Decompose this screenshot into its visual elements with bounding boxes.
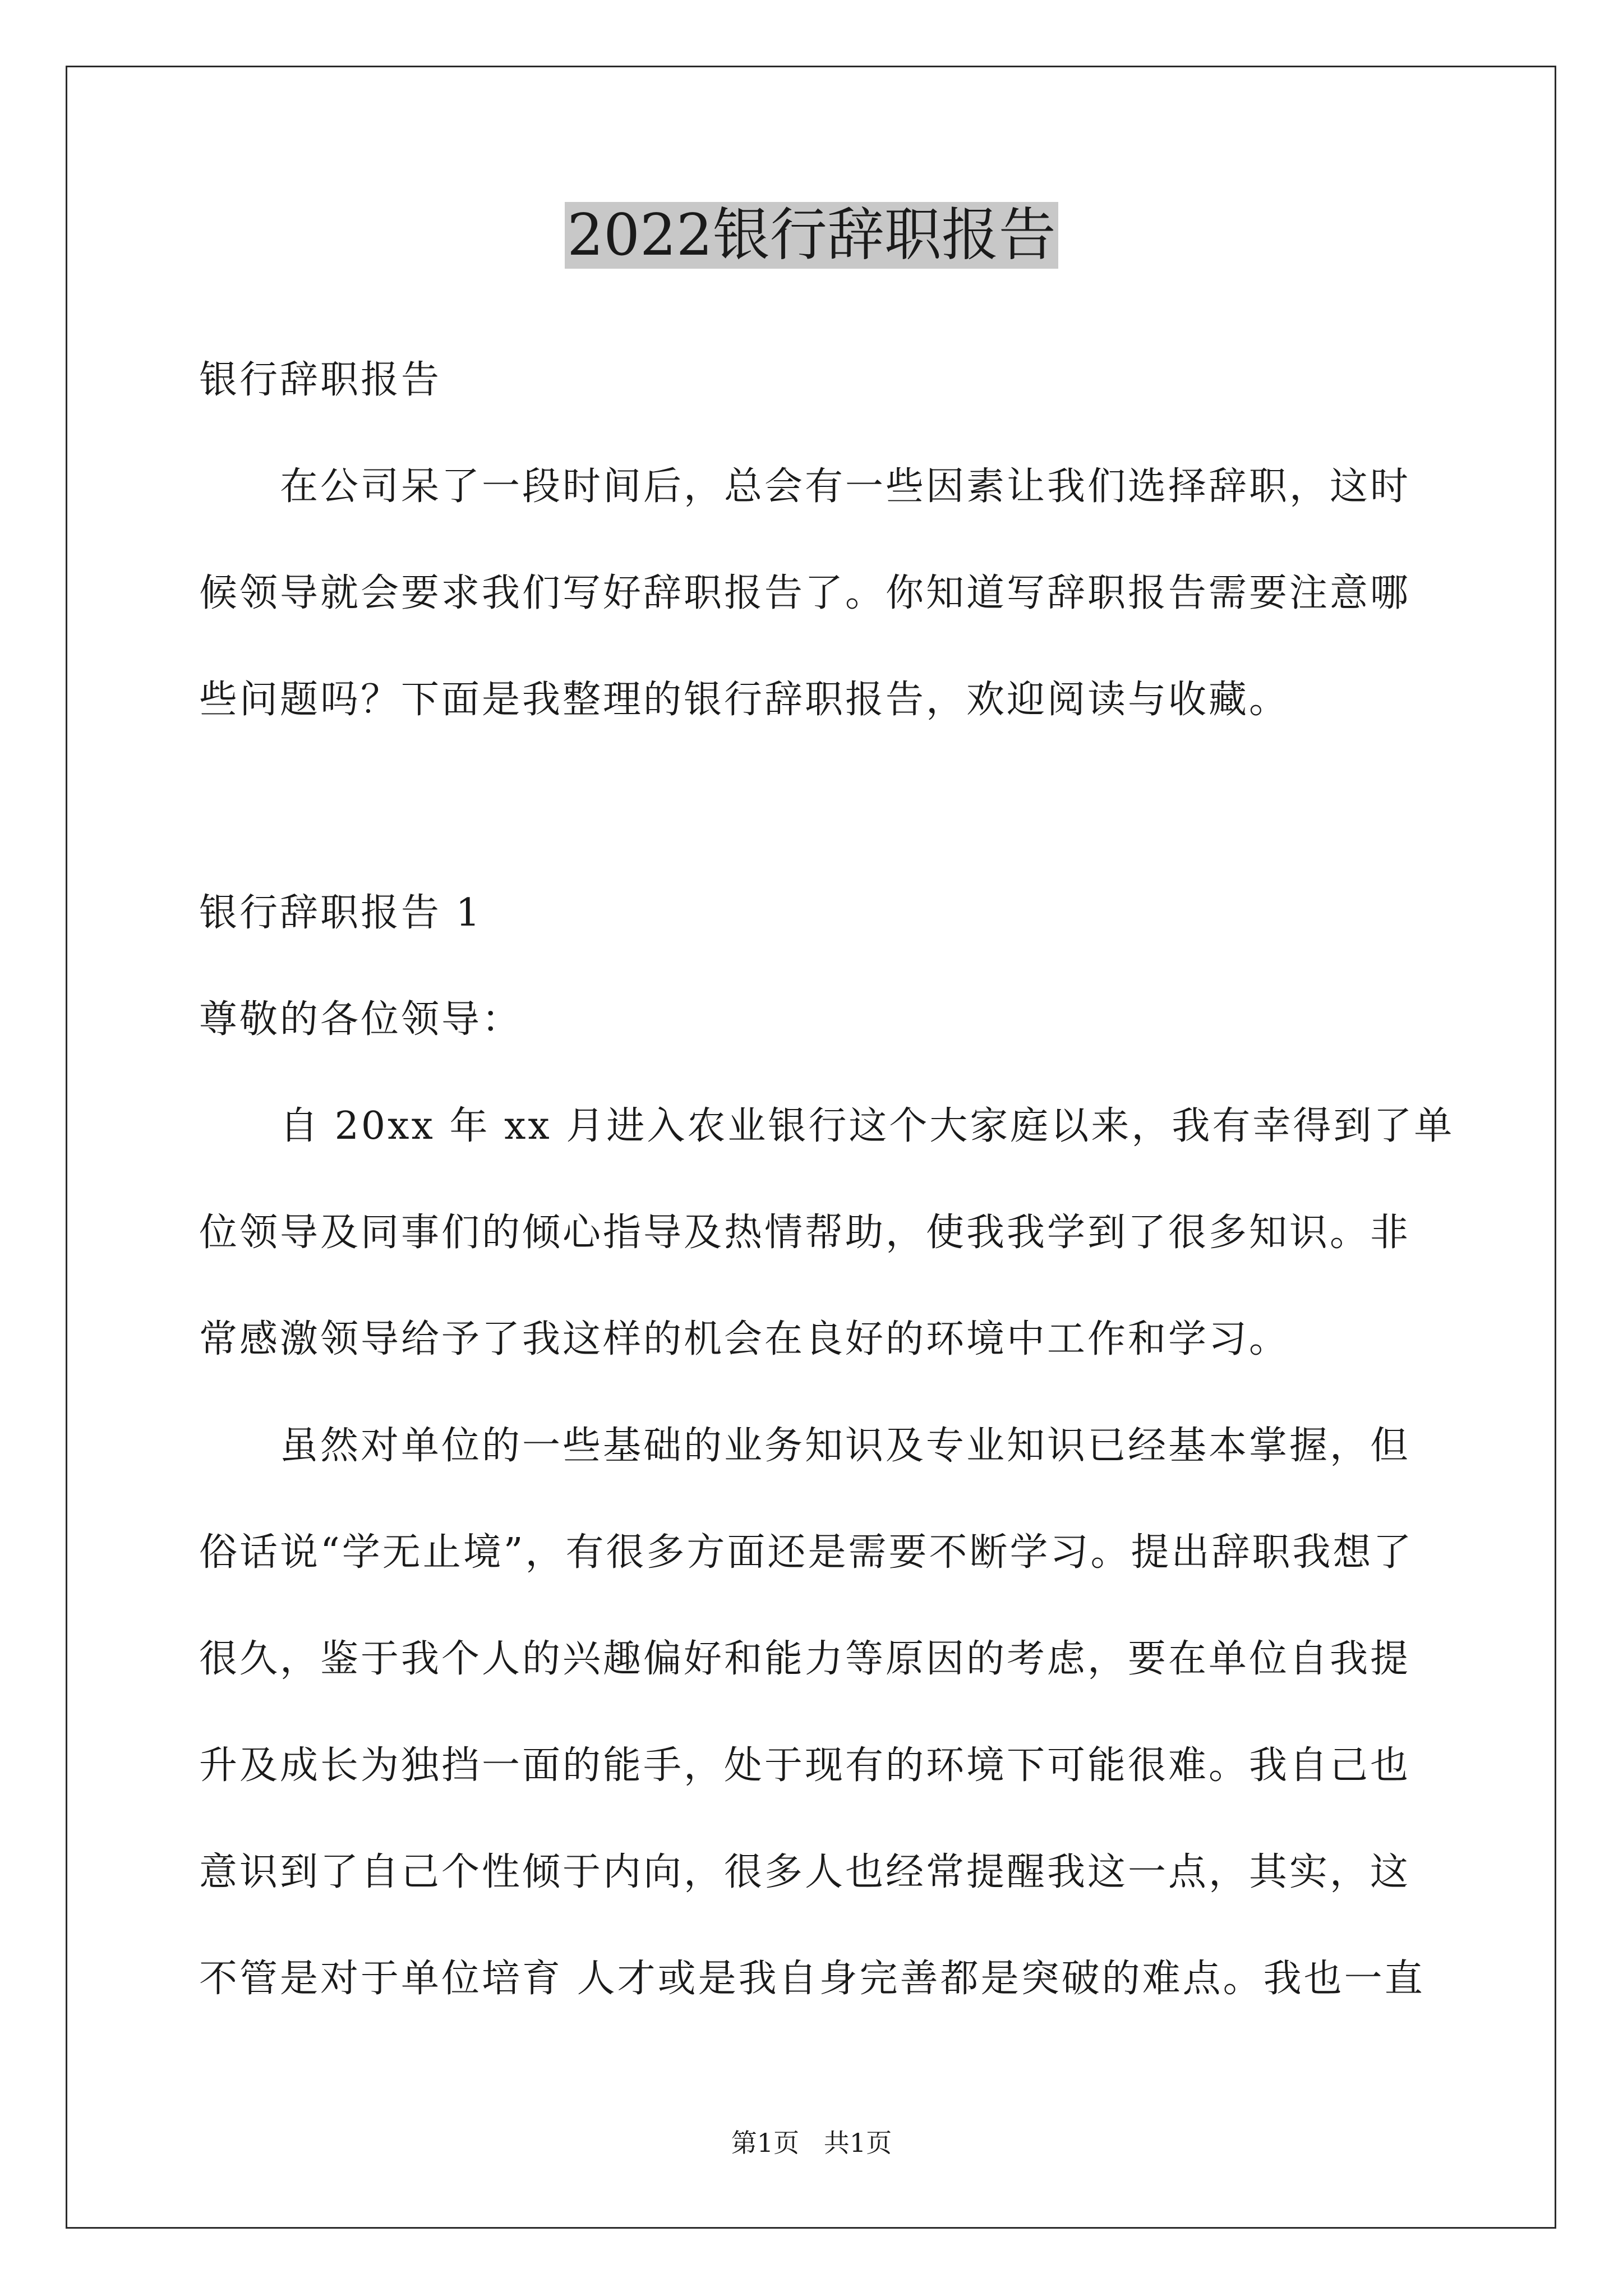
body-line-15: 不管是对于单位培育 人才或是我自身完善都是突破的难点。我也一直 [199, 1957, 1425, 2001]
blank-line [199, 773, 1433, 880]
body-line-4: 些问题吗？下面是我整理的银行辞职报告，欢迎阅读与收藏。 [199, 678, 1290, 722]
document-body [199, 347, 1455, 2052]
body-line-13: 升及成长为独挡一面的能手，处于现有的环境下可能很难。我自己也 [199, 1743, 1411, 1788]
body-line-12: 很久，鉴于我个人的兴趣偏好和能力等原因的考虑，要在单位自我提 [199, 1637, 1411, 1681]
body-line-10: 虽然对单位的一些基础的业务知识及专业知识已经基本掌握，但 [280, 1424, 1411, 1468]
body-line-9: 常感激领导给予了我这样的机会在良好的环境中工作和学习。 [199, 1317, 1290, 1361]
body-line-6: 尊敬的各位领导： [199, 997, 523, 1042]
body-line-8: 位领导及同事们的倾心指导及热情帮助，使我我学到了很多知识。非 [199, 1211, 1411, 1255]
document-title [0, 196, 1623, 275]
body-line-1: 银行辞职报告 [199, 358, 442, 402]
body-line-11: 俗话说“学无止境”，有很多方面还是需要不断学习。提出辞职我想了 [199, 1530, 1414, 1575]
page-footer: 第1页 共1页 [731, 2128, 892, 2158]
body-line-3: 候领导就会要求我们写好辞职报告了。你知道写辞职报告需要注意哪 [199, 571, 1411, 615]
document-title-text: 2022银行辞职报告 [565, 202, 1058, 269]
body-line-14: 意识到了自己个性倾于内向，很多人也经常提醒我这一点，其实，这 [199, 1850, 1411, 1894]
body-line-5: 银行辞职报告 1 [199, 891, 482, 935]
body-line-7: 自 20xx 年 xx 月进入农业银行这个大家庭以来，我有幸得到了单 [280, 1104, 1455, 1148]
body-line-2: 在公司呆了一段时间后，总会有一些因素让我们选择辞职，这时 [280, 464, 1411, 509]
